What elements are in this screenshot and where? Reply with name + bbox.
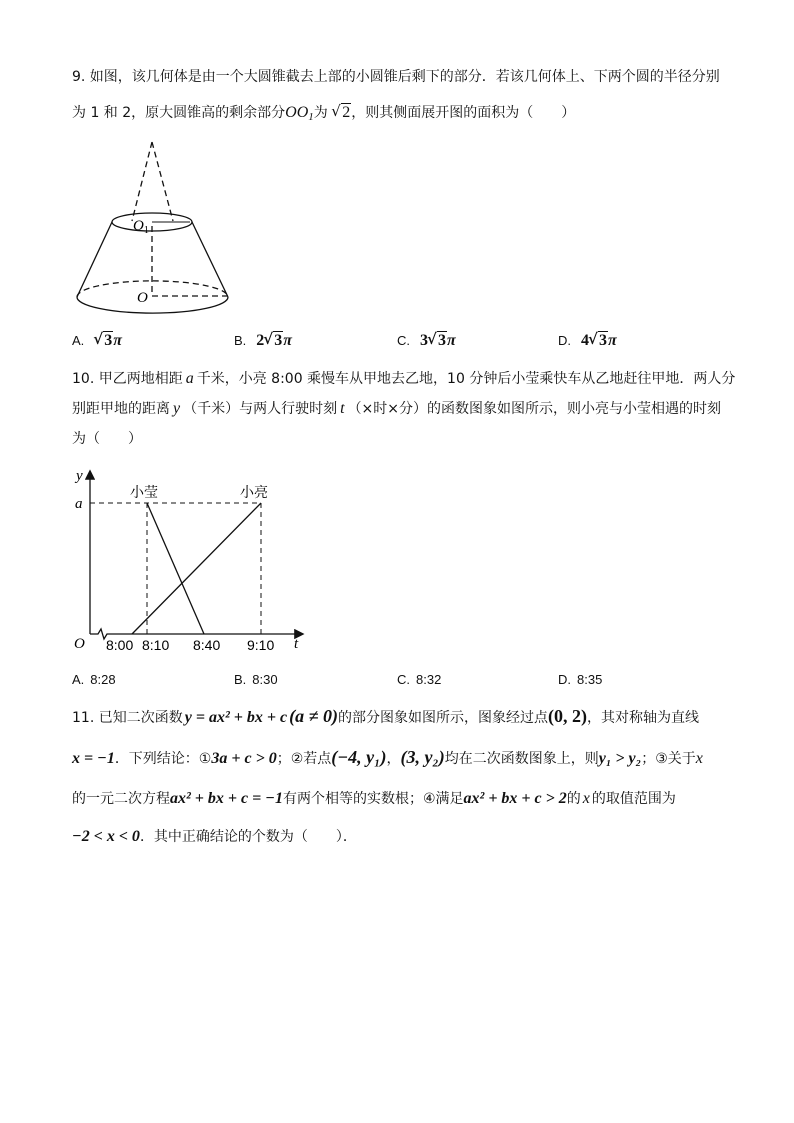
side-right [192,222,228,297]
y-axis-label: y [76,468,83,484]
tick-8-40: 8:40 [193,637,221,653]
q9-text-c: ，则其侧面展开图的面积为（ ） [351,105,576,121]
label-xiaoliang: 小亮 [240,485,268,501]
bottom-circle-front [77,297,228,313]
sqrt-2: √ 2 [332,102,351,124]
label-xiaoying: 小莹 [130,485,158,501]
q9-option-d[interactable]: D. 4√ 3π [558,332,617,350]
distance-time-graph [70,462,310,658]
label-o1: $O_1$ [133,218,149,236]
q9-text-b: 为 [313,105,328,121]
tick-9-10: 9:10 [247,637,275,653]
q9-option-b[interactable]: B. 2√ 3π [234,332,292,350]
q10-option-b[interactable]: B. 8:30 [234,672,278,687]
q9-option-c[interactable]: C. 3√ 3π [397,332,456,350]
q10-option-a[interactable]: A. 8:28 [72,672,116,687]
q11-line3: 的一元二次方程ax² + bx + c = −1有两个相等的实数根；④满足ax² + bx + c > 2的 x 的取值范围为 [72,790,676,807]
q9-text-a: 为 1 和 2，原大圆锥高的剩余部分 [72,105,286,121]
truncated-cone-figure [70,136,240,316]
apex-dashed-left [132,142,152,221]
q9-line1: 9. 如图，该几何体是由一个大圆锥截去上部的小圆锥后剩下的部分．若该几何体上、下两个圆的半径分别 [72,69,720,85]
label-o: O [137,290,148,306]
q10-line2: 别距甲地的距离 y （千米）与两人行驶时刻 t （×时×分）的函数图象如图所示，则小亮与小莹相遇的时刻 [72,400,722,417]
t-axis-label: t [294,636,299,652]
q11-line2: x = −1．下列结论：①3a + c > 0；②若点(−4, y₁)，(3, y₂)均在二次函数图象上，则y₁ > y₂；③关于x [72,747,703,767]
line-xiaoliang [132,503,261,634]
tick-8-00: 8:00 [106,637,134,653]
q10-line3: 为（ ） [72,431,142,447]
q9-option-a[interactable]: A.√ 3π [72,332,122,350]
q10-option-c[interactable]: C. 8:32 [397,672,442,687]
side-left [77,222,112,297]
segment-oo1: $OO_1$ [285,104,314,123]
q10-option-d[interactable]: D. 8:35 [558,672,603,687]
tick-8-10: 8:10 [142,637,170,653]
apex-dashed-right [152,142,173,221]
a-label: a [75,496,83,512]
q10-line1: 10. 甲乙两地相距 a 千米，小亮 8:00 乘慢车从甲地去乙地，10 分钟后小莹乘快车从乙地赶往甲地．两人分 [72,370,736,387]
line-xiaoying [147,503,204,634]
origin-label: O [74,636,85,652]
q11-line4: −2 < x < 0．其中正确结论的个数为（ ）． [72,828,357,845]
q9-line2 [72,102,575,128]
q11-line1: 11. 已知二次函数 y = ax² + bx + c (a ≠ 0)的部分图象如图所示，图象经过点(0, 2)，其对称轴为直线 [72,706,699,726]
